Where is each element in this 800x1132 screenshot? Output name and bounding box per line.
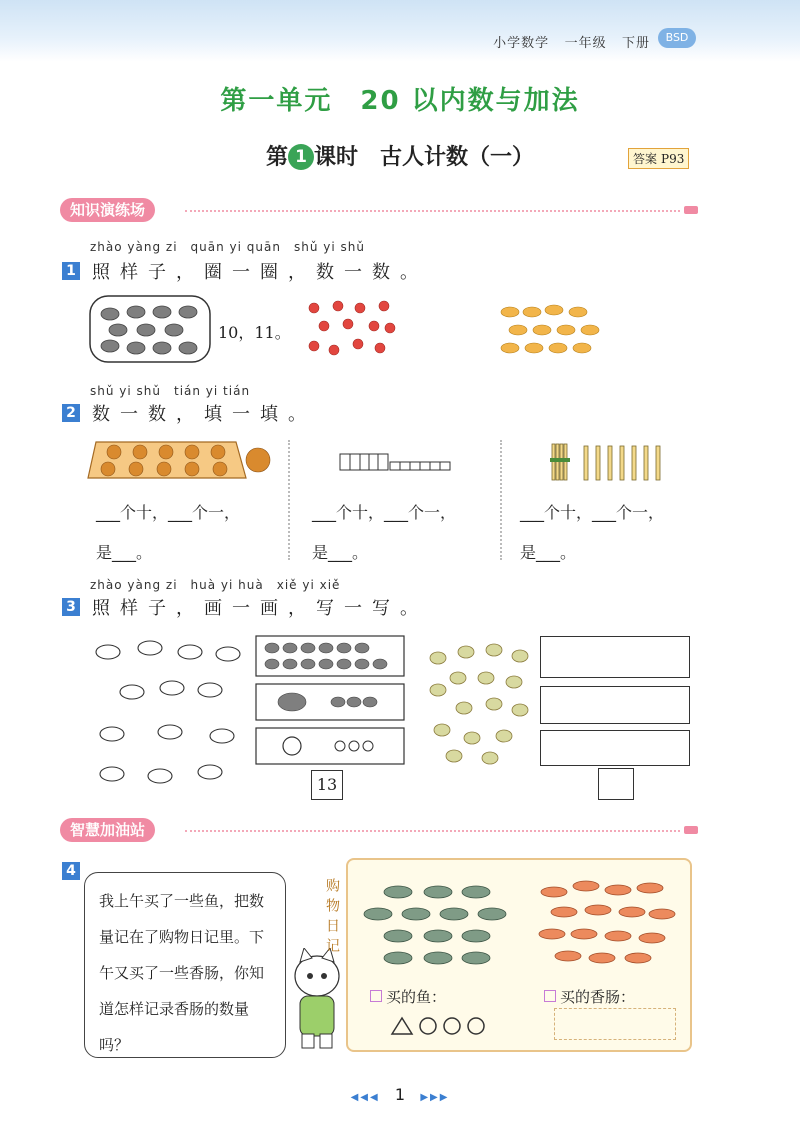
pencil-icon bbox=[684, 206, 698, 214]
left-arrows-icon: ◀◀◀ bbox=[350, 1092, 380, 1103]
grade-label: 一年级 bbox=[564, 36, 607, 51]
section-divider-2 bbox=[185, 830, 680, 832]
sausage-answer-area[interactable] bbox=[554, 1008, 676, 1040]
q2-fill-a-line1: ___个十，___个一， bbox=[96, 503, 241, 522]
q4-number: 4 bbox=[62, 862, 80, 880]
answer-page: P93 bbox=[661, 152, 685, 166]
q3-number: 3 bbox=[62, 598, 80, 616]
section-practice-tag: 知识演练场 bbox=[60, 198, 155, 222]
q2-fill-a-line2: 是___。 bbox=[96, 543, 153, 562]
q2-sticks bbox=[548, 442, 664, 482]
fish-label-text: 买的鱼： bbox=[386, 988, 447, 1006]
diary-title: 购物日记 bbox=[324, 878, 340, 958]
q2-cubes bbox=[338, 450, 456, 476]
q3-example-boxes bbox=[254, 634, 406, 766]
q2-divider-2 bbox=[500, 440, 502, 560]
header-info bbox=[493, 32, 650, 51]
answer-label: 答案 bbox=[633, 152, 658, 166]
q3-answer-box-1[interactable] bbox=[540, 636, 690, 678]
checkbox-icon bbox=[370, 990, 382, 1002]
checkbox-icon bbox=[544, 990, 556, 1002]
right-arrows-icon: ▶▶▶ bbox=[420, 1092, 450, 1103]
lesson-prefix: 第 bbox=[265, 145, 288, 170]
q3-number-answer-box[interactable] bbox=[598, 768, 634, 800]
q4-speech-bubble: 我上午买了一些鱼，把数量记在了购物日记里。下午又买了一些香肠，你知道怎样记录香肠的数量吗？ bbox=[84, 872, 286, 1058]
q1-text: 照样子，圈一圈，数一数。 bbox=[92, 262, 428, 283]
q2-fill-b-line2: 是___。 bbox=[312, 543, 369, 562]
q3-answer-box-2[interactable] bbox=[540, 686, 690, 724]
q1-stones-example bbox=[88, 294, 212, 364]
q3-pistachios bbox=[424, 638, 534, 768]
q2-number: 2 bbox=[62, 404, 80, 422]
diary-fish bbox=[362, 878, 512, 970]
section-challenge-tag: 智慧加油站 bbox=[60, 818, 155, 842]
sausage-label-text: 买的香肠： bbox=[560, 988, 636, 1006]
q1-example-answer: 10，11。 bbox=[218, 323, 291, 342]
section-divider bbox=[185, 210, 680, 212]
q3-text: 照样子，画一画，写一写。 bbox=[92, 598, 428, 619]
q2-text: 数一数，填一填。 bbox=[92, 404, 316, 425]
pencil-icon-2 bbox=[684, 826, 698, 834]
unit-title: 第一单元 20 以内数与加法 bbox=[220, 86, 580, 116]
page-number-text: 1 bbox=[394, 1085, 406, 1104]
q3-deer-group bbox=[90, 632, 246, 800]
volume-label: 下册 bbox=[621, 36, 650, 51]
lesson-suffix: 课时 古人计数（一） bbox=[314, 145, 535, 170]
answer-reference[interactable] bbox=[628, 148, 689, 169]
q2-fill-c-line1: ___个十，___个一， bbox=[520, 503, 665, 522]
q2-divider-1 bbox=[288, 440, 290, 560]
diary-sausages bbox=[538, 876, 678, 966]
q2-mooncake-box bbox=[86, 438, 272, 482]
lesson-number-badge: 1 bbox=[288, 144, 314, 170]
cat-character bbox=[286, 948, 348, 1052]
q2-fill-b-line1: ___个十，___个一， bbox=[312, 503, 457, 522]
page-number bbox=[0, 1085, 800, 1104]
fish-label bbox=[370, 986, 446, 1007]
q3-pinyin: zhào yàng zi huà yi huà xiě yi xiě bbox=[90, 578, 341, 592]
q1-cherries bbox=[304, 298, 396, 362]
q1-pinyin: zhào yàng zi quān yi quān shǔ yi shǔ bbox=[90, 240, 365, 254]
q3-example-number: 13 bbox=[311, 770, 343, 800]
fish-record-symbols bbox=[390, 1014, 490, 1038]
q1-peanuts bbox=[498, 302, 602, 360]
q2-fill-c-line2: 是___。 bbox=[520, 543, 577, 562]
edition-badge: BSD bbox=[658, 28, 696, 48]
subject-label: 小学数学 bbox=[493, 36, 550, 51]
q2-pinyin: shǔ yi shǔ tián yi tián bbox=[90, 384, 251, 398]
q3-answer-box-3[interactable] bbox=[540, 730, 690, 766]
q1-number: 1 bbox=[62, 262, 80, 280]
sausage-label bbox=[544, 986, 635, 1007]
